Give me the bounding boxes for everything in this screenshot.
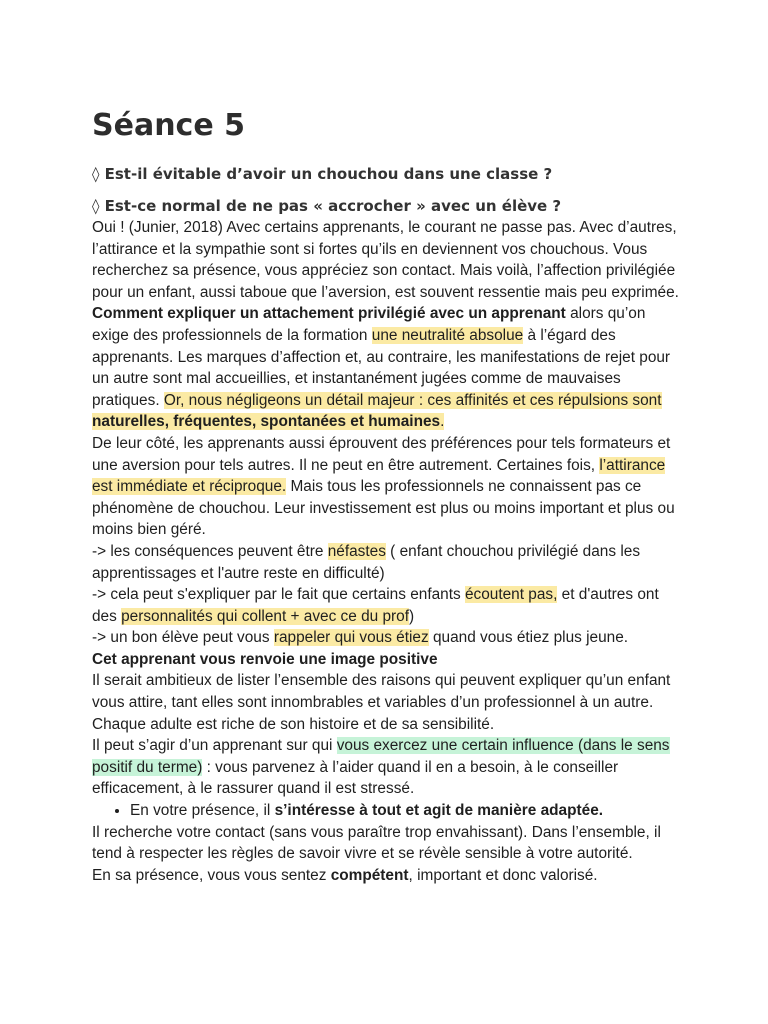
- text-span: -> cela peut s'expliquer par le fait que certains enfants: [92, 586, 465, 604]
- highlight-yellow-bold: naturelles, fréquentes, spontanées et humaines: [92, 413, 441, 431]
- paragraph-10: [92, 865, 682, 887]
- text-span: : vous parvenez à l’aider quand il en a besoin, à le conseiller efficacement, à le rassurer quand il est stressé.: [92, 758, 619, 798]
- highlight-yellow: écoutent pas,: [464, 586, 558, 604]
- text-span: , important et donc valorisé.: [408, 866, 598, 884]
- highlight-yellow: une neutralité absolue: [371, 326, 524, 344]
- text-span: à l’égard des apprenants. Les marques d’affection et, au contraire, les manifestations de rejet pour un autre sont mal accueillies, et instantanément jugées comme de mauvaises pratiques.: [92, 326, 671, 409]
- highlight-green: vous exercez une certain influence (dans le sens positif du terme): [92, 737, 670, 776]
- text-span: De leur côté, les apprenants aussi éprouvent des préférences pour tels formateurs et une aversion pour tels autres. Il ne peut en être autrement. Certaines fois,: [92, 434, 671, 474]
- paragraph-2: [92, 303, 682, 433]
- highlight-yellow: personnalités qui collent + avec ce du prof: [121, 607, 409, 625]
- text-span: Mais tous les professionnels ne connaissent pas ce phénomène de chouchou. Leur investissement est plus ou moins important et plus ou moins bien géré.: [92, 478, 675, 539]
- paragraph-7: Il serait ambitieux de lister l’ensemble des raisons qui peuvent expliquer qu’un enfant vous attire, tant elles sont innombrables et variables d’un professionnel à un autre. Chaque adulte est riche de son histoire et de sa sensibilité.: [92, 672, 671, 733]
- highlight-yellow: .: [440, 413, 445, 431]
- heading-text: Cet apprenant vous renvoie une image positive: [92, 650, 438, 668]
- text-span: En sa présence, vous vous sentez: [92, 866, 331, 884]
- paragraph-4: [92, 541, 682, 584]
- text-span: et d'autres ont des: [92, 586, 659, 625]
- highlight-yellow: l’attirance est immédiate et réciproque.: [92, 456, 666, 496]
- paragraph-5: [92, 584, 682, 627]
- bold-text: compétent: [330, 866, 409, 884]
- bullet-list: [92, 800, 682, 822]
- bold-text: s’intéresse à tout et agit de manière adaptée.: [274, 802, 604, 820]
- text-span: alors qu’on exige des professionnels de la formation: [92, 305, 646, 344]
- document-body: [92, 217, 682, 886]
- text-span: -> les conséquences peuvent être: [92, 542, 328, 560]
- paragraph-9: Il recherche votre contact (sans vous paraître trop envahissant). Dans l’ensemble, il tend à respecter les règles de savoir vivre et se révèle sensible à votre autorité.: [92, 823, 661, 863]
- section-heading: [92, 649, 682, 671]
- page-title: Séance 5: [92, 108, 246, 143]
- question-1: ◊ Est-il évitable d’avoir un chouchou dans une classe ?: [92, 165, 553, 183]
- highlight-yellow: Or, nous négligeons un détail majeur : ces affinités et ces répulsions sont: [163, 391, 662, 409]
- document: [92, 106, 682, 886]
- text-span: -> un bon élève peut vous: [92, 629, 274, 647]
- text-span: quand vous étiez plus jeune.: [428, 629, 629, 647]
- text-span: ): [409, 607, 415, 625]
- highlight-yellow: néfastes: [327, 542, 386, 560]
- bold-text: Comment expliquer un attachement privilégié avec un apprenant: [92, 305, 566, 323]
- highlight-yellow: rappeler qui vous étiez: [273, 629, 429, 647]
- paragraph-6: [92, 627, 682, 649]
- text-span: En votre présence, il: [130, 802, 275, 820]
- paragraph-3: [92, 433, 682, 541]
- question-2: ◊ Est-ce normal de ne pas « accrocher » avec un élève ?: [92, 197, 562, 215]
- paragraph-1: Oui ! (Junier, 2018) Avec certains apprenants, le courant ne passe pas. Avec d’autres, l’attirance et la sympathie sont si fortes qu’ils en deviennent vos chouchous. Vous recherchez sa présence, vous appréciez son contact. Mais voilà, l’affection privilégiée pour un enfant, aussi taboue que l’aversion, est souvent ressentie mais peu exprimée.: [92, 219, 679, 301]
- paragraph-8: [92, 735, 682, 800]
- list-item: [130, 800, 682, 822]
- text-span: ( enfant chouchou privilégié dans les apprentissages et l'autre reste en difficulté): [92, 542, 641, 582]
- text-span: Il peut s’agir d’un apprenant sur qui: [92, 737, 337, 755]
